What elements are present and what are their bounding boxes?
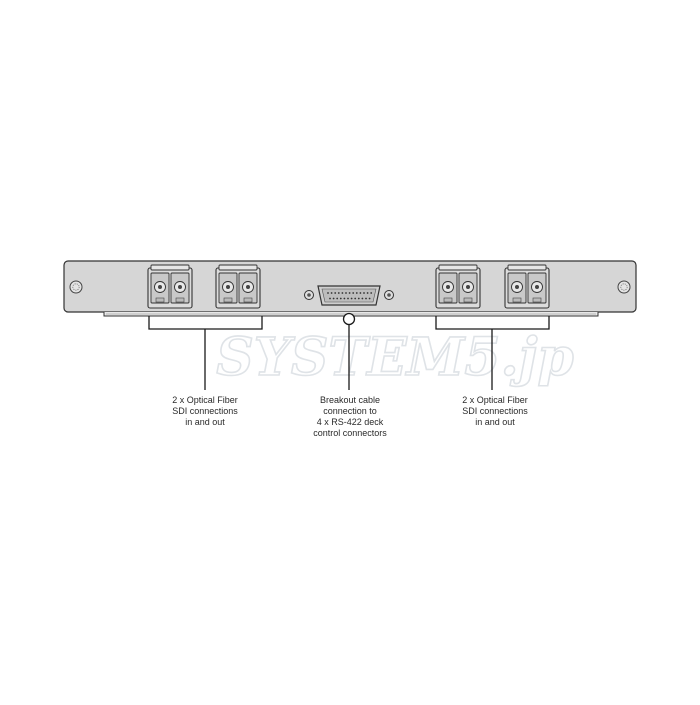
left-callout-line-2: SDI connections — [172, 406, 238, 416]
center-callout-line-1: Breakout cable — [319, 395, 381, 405]
right-callout-line-1: 2 x Optical Fiber — [462, 395, 528, 405]
left-callout-line-3: in and out — [185, 417, 225, 427]
fiber-connector-4-icon — [505, 265, 549, 308]
fiber-connector-2-icon — [216, 265, 260, 308]
fiber-connector-1-icon — [148, 265, 192, 308]
center-callout-line-2: connection to — [323, 406, 377, 416]
center-callout-line-4: control connectors — [313, 428, 387, 438]
left-screw-icon — [70, 281, 82, 293]
right-screw-icon — [618, 281, 630, 293]
right-callout-line-3: in and out — [475, 417, 515, 427]
left-callout-line-1: 2 x Optical Fiber — [172, 395, 238, 405]
watermark-logo: SYSTEM5.jp — [216, 327, 574, 388]
right-callout-label — [445, 395, 545, 428]
fiber-connector-3-icon — [436, 265, 480, 308]
center-callout-label — [300, 395, 400, 439]
left-callout-label — [155, 395, 255, 428]
center-callout-line-3: 4 x RS-422 deck — [316, 417, 384, 427]
right-callout-line-2: SDI connections — [462, 406, 528, 416]
